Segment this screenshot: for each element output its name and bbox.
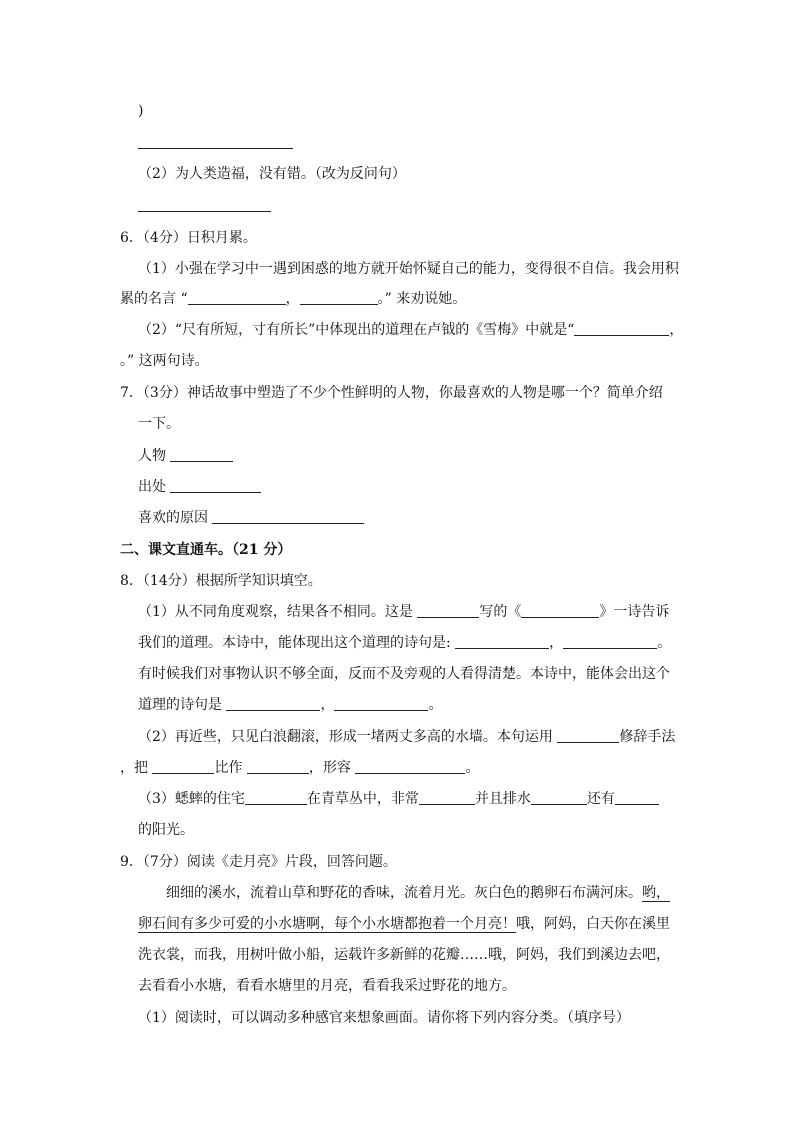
section-2-heading: 二、课文直通车。（21 分） xyxy=(120,542,292,558)
q8-title: 8．（14分）根据所学知识填空。 xyxy=(120,573,322,589)
q9-passage-underlined-2: 卵石间有多少可爱的小水塘啊，每个小水塘都抱着一个月亮！ xyxy=(138,916,516,932)
q9-passage-line2 xyxy=(138,914,670,934)
q9-passage-line3: 洗衣裳，而我，用树叶做小船，运载许多新鲜的花瓣……哦，阿妈，我们到溪边去吧， xyxy=(138,947,670,963)
q8-blank-object[interactable] xyxy=(152,759,214,774)
q7-title-line1: 7．（3分）神话故事中塑造了不少个性鲜明的人物，你最喜欢的人物是哪一个？简单介绍 xyxy=(120,385,663,401)
q7-reason-row xyxy=(138,508,364,528)
q8-blank-p3-3[interactable] xyxy=(531,790,587,805)
q6-p1-text-c: 。” 来劝说她。 xyxy=(377,291,467,307)
q7-reason-label: 喜欢的原因 xyxy=(138,510,213,526)
q8-p3-text-c: 并且排水 xyxy=(474,791,531,807)
q8-p2-text-e: ，形容 xyxy=(308,760,356,776)
q6-blank-2[interactable] xyxy=(300,290,378,305)
q5-answer-blank-1[interactable] xyxy=(138,148,293,149)
q8-blank-verse-3[interactable] xyxy=(226,696,320,711)
q5-close-paren: ) xyxy=(138,103,144,119)
q9-passage-line1 xyxy=(166,883,670,903)
q8-p3-text-b: 在青草丛中，非常 xyxy=(306,791,419,807)
q7-source-blank[interactable] xyxy=(170,478,261,493)
q8-p1-text-f: 。 xyxy=(657,635,672,651)
q8-p2-text-b: 修辞手法 xyxy=(619,729,676,745)
q8-p2-text-a: （2）再近些，只见白浪翻滚，形成一堵两丈多高的水墙。本句运用 xyxy=(138,729,558,745)
q8-blank-compared[interactable] xyxy=(247,759,309,774)
q6-p2-line1 xyxy=(138,320,683,340)
q6-p1-line2 xyxy=(120,289,466,309)
q8-blank-author[interactable] xyxy=(417,603,479,618)
q7-person-label: 人物 xyxy=(138,448,171,464)
q8-p1-text-d: 我们的道理。本诗中，能体现出这个道理的诗句是: xyxy=(138,635,456,651)
q8-p2-line1 xyxy=(138,727,675,747)
q8-p2-text-f: 。 xyxy=(465,760,480,776)
q8-p3-line1 xyxy=(138,789,659,809)
q7-source-row xyxy=(138,477,261,497)
q6-p1-text-a: 累的名言 “ xyxy=(120,291,188,307)
q6-title: 6．（4分）日积月累。 xyxy=(120,230,257,246)
q8-p1-text-a: （1）从不同角度观察，结果各不相同。这是 xyxy=(138,604,418,620)
q8-p1-text-i: 。 xyxy=(428,697,443,713)
q8-blank-p3-1[interactable] xyxy=(245,790,307,805)
q9-item-1: （1）阅读时，可以调动多种感官来想象画面。请你将下列内容分类。（填序号） xyxy=(138,1010,630,1026)
q8-p2-text-d: 比作 xyxy=(214,760,247,776)
q8-p1-text-h: ， xyxy=(320,697,335,713)
q8-blank-verse-2[interactable] xyxy=(563,634,657,649)
q6-p1-line1: （1）小强在学习中一遇到困惑的地方就开始怀疑自己的能力，变得很不自信。我会用积 xyxy=(138,261,679,277)
q8-blank-p3-4[interactable] xyxy=(615,790,659,805)
q8-p1-text-e: ， xyxy=(549,635,564,651)
q7-reason-blank[interactable] xyxy=(212,509,364,524)
q8-blank-verse-1[interactable] xyxy=(455,634,549,649)
q8-blank-poem[interactable] xyxy=(521,603,599,618)
q9-passage-line4: 去看看小水塘，看看水塘里的月亮，看看我采过野花的地方。 xyxy=(138,978,516,994)
q6-blank-3[interactable] xyxy=(574,321,669,336)
q8-blank-p3-2[interactable] xyxy=(419,790,475,805)
q8-p1-text-b: 写的《 xyxy=(479,604,522,620)
q7-person-row xyxy=(138,446,233,466)
q7-title-line2: 一下。 xyxy=(138,416,180,432)
q7-person-blank[interactable] xyxy=(170,447,233,462)
q6-p1-text-b: ， xyxy=(285,291,300,307)
q8-p1-line3: 有时候我们对事物认识不够全面，反而不及旁观的人看得清楚。本诗中，能体会出这个 xyxy=(138,666,670,682)
q8-p1-line2 xyxy=(138,633,671,653)
q9-passage-text-2: 哦，阿妈，白天你在溪里 xyxy=(516,916,670,932)
q6-p2-line2: 。” 这两句诗。 xyxy=(120,353,209,369)
q8-p2-line2 xyxy=(120,758,479,778)
q9-passage-text-1: 细细的溪水，流着山草和野花的香味，流着月光。灰白色的鹅卵石布满河床。 xyxy=(166,885,642,901)
q9-title: 9．（7分）阅读《走月亮》片段，回答问题。 xyxy=(120,854,397,870)
q5-answer-blank-2[interactable] xyxy=(138,211,271,212)
q8-p2-text-c: ，把 xyxy=(120,760,153,776)
q8-blank-verse-4[interactable] xyxy=(334,696,428,711)
q8-p1-line1 xyxy=(138,602,669,622)
q8-p1-line4 xyxy=(138,695,442,715)
q8-blank-describe[interactable] xyxy=(355,759,465,774)
q6-p2-text-b: ， xyxy=(669,322,684,338)
q7-source-label: 出处 xyxy=(138,479,171,495)
q8-p3-text-a: （3）蟋蟀的住宅 xyxy=(138,791,245,807)
q6-p2-text-a: （2）“尺有所短，寸有所长”中体现出的道理在卢钺的《雪梅》中就是“ xyxy=(138,322,575,338)
q8-p1-text-g: 道理的诗句是 xyxy=(138,697,227,713)
q8-p3-text-d: 还有 xyxy=(586,791,615,807)
q6-blank-1[interactable] xyxy=(188,290,286,305)
q9-passage-underlined-1: 哟， xyxy=(642,885,670,901)
q5-item-2: （2）为人类造福，没有错。（改为反问句） xyxy=(138,166,406,182)
q8-blank-rhetoric[interactable] xyxy=(557,728,619,743)
q8-p3-line2: 的阳光。 xyxy=(138,822,194,838)
q8-p1-text-c: 》一诗告诉 xyxy=(599,604,670,620)
